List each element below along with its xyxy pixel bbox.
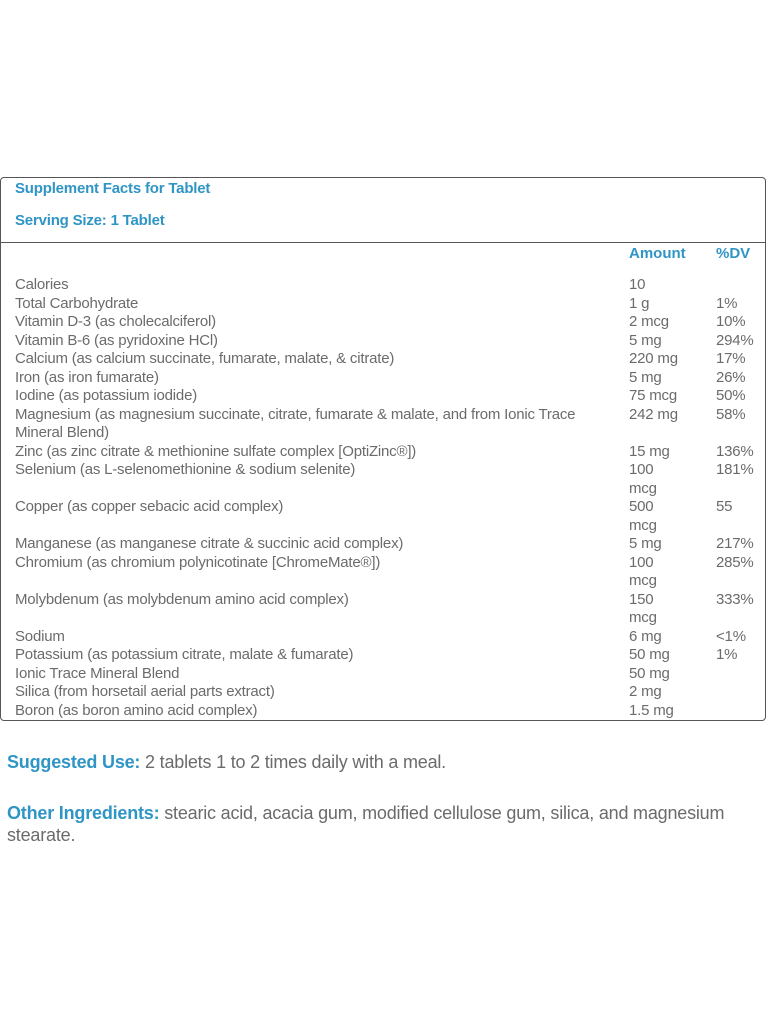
nutrient-amount: 5 mg: [629, 368, 662, 386]
nutrient-name: Chromium (as chromium polynicotinate [ChromeMate®]): [15, 553, 381, 571]
table-row: [15, 683, 763, 702]
nutrient-dv: 58%: [716, 405, 746, 423]
nutrient-amount: 100 mcg: [629, 553, 657, 589]
dv-column-header: %DV: [716, 245, 751, 262]
nutrient-dv: 136%: [716, 442, 754, 460]
table-row: [15, 665, 763, 684]
table-row: [15, 332, 763, 351]
nutrient-dv: 1%: [716, 294, 738, 312]
nutrient-dv: [716, 702, 763, 721]
nutrient-name: Selenium (as L-selenomethionine & sodium selenite): [15, 461, 356, 478]
nutrient-dv: 333%: [716, 590, 754, 608]
table-row: [15, 646, 763, 665]
nutrient-amount: 75 mcg: [629, 387, 677, 404]
nutrient-dv: 10%: [716, 313, 746, 330]
nutrient-name: Vitamin B-6 (as pyridoxine HCl): [15, 331, 218, 349]
table-row: [15, 498, 763, 535]
table-row: [15, 295, 763, 314]
supplement-facts-panel: [0, 177, 766, 721]
table-row: [15, 628, 763, 647]
nutrient-name: Zinc (as zinc citrate & methionine sulfate complex [OptiZinc®]): [15, 442, 417, 460]
nutrient-dv: 26%: [716, 368, 746, 386]
nutrient-amount: 2 mg: [629, 683, 662, 700]
nutrient-name: Total Carbohydrate: [15, 294, 139, 312]
nutrient-amount: 100 mcg: [629, 461, 657, 497]
suggested-use: [7, 751, 446, 773]
nutrient-amount: 500 mcg: [629, 498, 657, 534]
nutrient-name: Copper (as copper sebacic acid complex): [15, 498, 284, 515]
suggested-use-text: 2 tablets 1 to 2 times daily with a meal.: [140, 752, 446, 772]
other-ingredients-text: stearic acid, acacia gum, modified cellulose gum, silica, and magnesium stearate.: [7, 803, 725, 845]
table-row: [15, 369, 763, 388]
nutrient-amount: 1.5 mg: [629, 701, 674, 719]
nutrient-dv: 50%: [716, 387, 746, 404]
nutrient-name: Ionic Trace Mineral Blend: [15, 664, 180, 682]
table-row: [15, 461, 763, 498]
nutrient-dv: [716, 276, 763, 295]
nutrient-dv: 294%: [716, 331, 754, 349]
other-ingredients: [7, 802, 727, 846]
table-row: [15, 591, 763, 628]
nutrient-name: Potassium (as potassium citrate, malate & fumarate): [15, 646, 354, 663]
nutrient-amount: 50 mg: [629, 664, 670, 682]
nutrient-amount: 5 mg: [629, 331, 662, 349]
nutrient-amount: 50 mg: [629, 646, 670, 663]
nutrient-name: Calories: [15, 276, 69, 293]
nutrient-amount: 6 mg: [629, 627, 662, 645]
nutrient-amount: 150 mcg: [629, 590, 657, 626]
header-divider: [1, 242, 765, 243]
nutrient-amount: 242 mg: [629, 405, 678, 423]
nutrient-dv: 1%: [716, 646, 738, 663]
nutrient-name: Vitamin D-3 (as cholecalciferol): [15, 313, 216, 330]
nutrient-name: Silica (from horsetail aerial parts extract): [15, 683, 275, 700]
nutrient-amount: 10: [629, 276, 646, 293]
nutrient-dv: 285%: [716, 553, 754, 571]
nutrient-dv: [716, 683, 763, 702]
nutrient-dv: [716, 665, 763, 684]
nutrient-dv: <1%: [716, 627, 746, 645]
nutrient-name: Sodium: [15, 627, 65, 645]
nutrient-name: Iodine (as potassium iodide): [15, 387, 198, 404]
nutrient-rows: [15, 276, 763, 720]
nutrient-dv: 217%: [716, 535, 754, 552]
nutrient-dv: 181%: [716, 461, 754, 478]
nutrient-dv: 17%: [716, 350, 746, 367]
nutrient-amount: 15 mg: [629, 442, 670, 460]
nutrient-amount: 5 mg: [629, 535, 662, 552]
other-ingredients-label: Other Ingredients:: [7, 803, 160, 823]
serving-size: Serving Size: 1 Tablet: [15, 212, 165, 229]
suggested-use-label: Suggested Use:: [7, 752, 141, 772]
table-row: [15, 313, 763, 332]
table-row: [15, 387, 763, 406]
table-row: [15, 276, 763, 295]
nutrient-name: Calcium (as calcium succinate, fumarate, malate, & citrate): [15, 350, 395, 367]
facts-title: Supplement Facts for Tablet: [15, 180, 211, 197]
nutrient-name: Boron (as boron amino acid complex): [15, 701, 258, 719]
nutrient-amount: 220 mg: [629, 350, 678, 367]
nutrient-name: Magnesium (as magnesium succinate, citrate, fumarate & malate, and from Ionic Trace Mineral Blend): [15, 405, 576, 441]
table-row: [15, 702, 763, 721]
nutrient-name: Molybdenum (as molybdenum amino acid complex): [15, 590, 349, 608]
table-row: [15, 406, 763, 443]
nutrient-name: Iron (as iron fumarate): [15, 368, 159, 386]
nutrient-name: Manganese (as manganese citrate & succinic acid complex): [15, 535, 404, 552]
table-row: [15, 350, 763, 369]
table-row: [15, 443, 763, 462]
table-row: [15, 554, 763, 591]
nutrient-dv: 55: [716, 498, 733, 515]
nutrient-amount: 2 mcg: [629, 313, 669, 330]
nutrient-amount: 1 g: [629, 294, 650, 312]
table-row: [15, 535, 763, 554]
amount-column-header: Amount: [629, 245, 686, 262]
